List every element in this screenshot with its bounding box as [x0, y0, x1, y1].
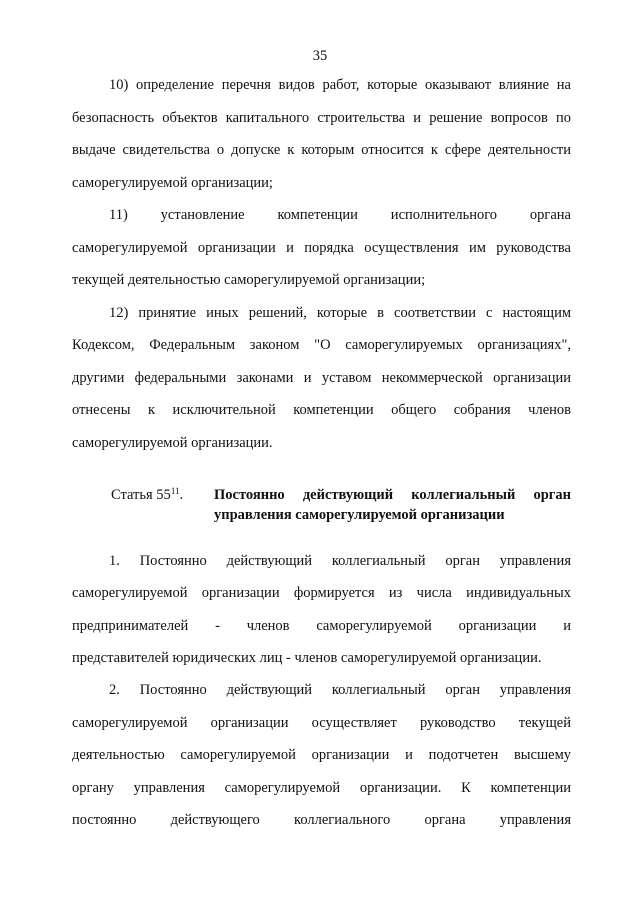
paragraph-12-line: саморегулируемой организации.	[72, 435, 273, 451]
paragraph-12-line: 12) принятие иных решений, которые в соответствии с настоящим	[109, 305, 571, 321]
paragraph-12-line: отнесены к исключительной компетенции общего собрания членов	[72, 402, 571, 418]
article-title-line-2: управления саморегулируемой организации	[214, 507, 505, 523]
point-2-line: деятельностью саморегулируемой организации и подотчетен высшему	[72, 747, 571, 763]
article-title-line-1: Постоянно действующий коллегиальный орган	[214, 487, 571, 503]
point-2-line: постоянно действующего коллегиального органа управления	[72, 812, 571, 828]
point-2-line: саморегулируемой организации осуществляет руководство текущей	[72, 715, 571, 731]
article-label: Статья $55^{11}$.	[111, 486, 184, 503]
article-superscript: 11	[170, 486, 180, 496]
paragraph-10-line: выдаче свидетельства о допуске к которым относится к сфере деятельности	[72, 142, 571, 158]
point-1-line: 1. Постоянно действующий коллегиальный орган управления	[109, 553, 571, 569]
paragraph-11-line: 11) установление компетенции исполнительного органа	[109, 207, 571, 223]
point-2-line: органу управления саморегулируемой организации. К компетенции	[72, 780, 571, 796]
paragraph-12-line: другими федеральными законами и уставом некоммерческой организации	[72, 370, 571, 386]
paragraph-11-line: саморегулируемой организации и порядка осуществления им руководства	[72, 240, 571, 256]
paragraph-11-line: текущей деятельностью саморегулируемой организации;	[72, 272, 426, 288]
point-1-line: представителей юридических лиц - членов саморегулируемой организации.	[72, 650, 542, 666]
paragraph-10-line: безопасность объектов капитального строительства и решение вопросов по	[72, 110, 571, 126]
paragraph-10-line: саморегулируемой организации;	[72, 175, 273, 191]
point-1-line: предпринимателей - членов саморегулируемой организации и	[72, 618, 571, 634]
point-1-line: саморегулируемой организации формируется из числа индивидуальных	[72, 585, 571, 601]
paragraph-10-line: 10) определение перечня видов работ, которые оказывают влияние на	[109, 77, 571, 93]
paragraph-12-line: Кодексом, Федеральным законом "О саморегулируемых организациях",	[72, 337, 571, 353]
page-number: 35	[312, 48, 328, 64]
point-2-line: 2. Постоянно действующий коллегиальный орган управления	[109, 682, 571, 698]
